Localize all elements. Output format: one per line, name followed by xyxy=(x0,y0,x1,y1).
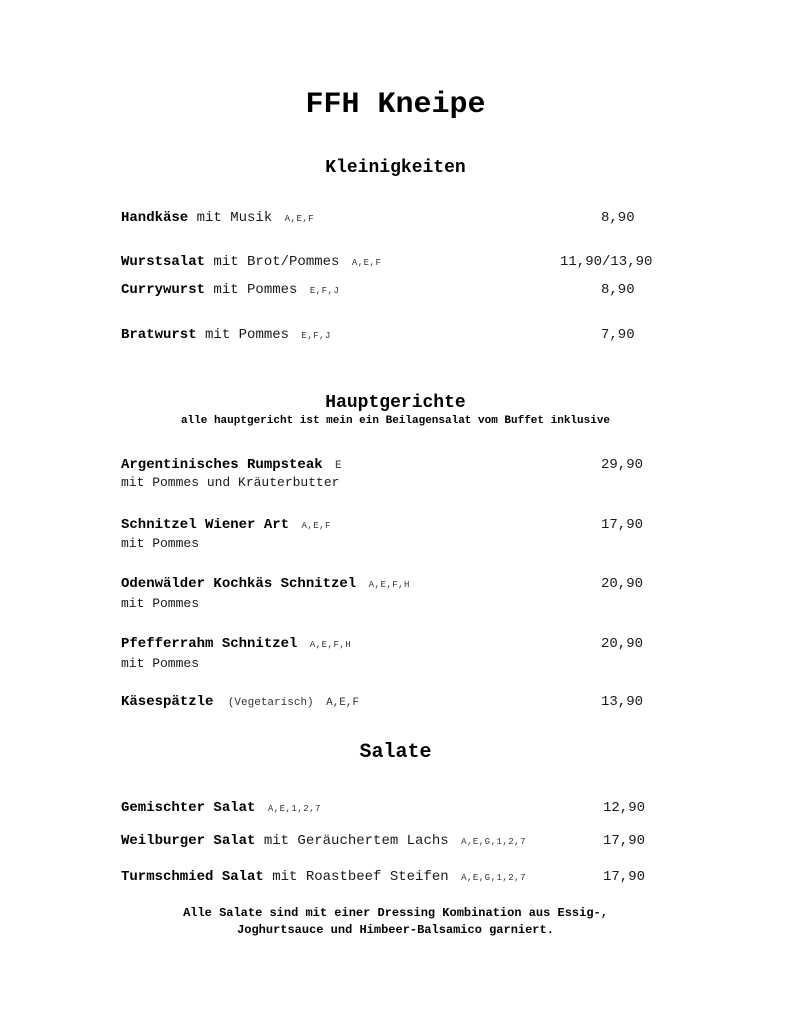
item-price: 17,90 xyxy=(601,517,644,533)
item-allergens: A,E,F xyxy=(351,258,382,268)
menu-item xyxy=(121,576,410,592)
item-allergens: A,E,G,1,2,7 xyxy=(461,873,526,883)
item-name: Käsespätzle xyxy=(121,694,214,710)
item-subtext: mit Pommes xyxy=(121,596,200,611)
item-allergens: E xyxy=(335,460,342,472)
item-subtext: mit Pommes xyxy=(121,536,200,551)
item-name: Turmschmied Salat xyxy=(121,869,264,885)
menu-item xyxy=(121,282,339,298)
item-allergens: A,E,F xyxy=(326,697,360,709)
item-allergens: A,E,F,H xyxy=(309,640,352,650)
item-allergens: A,E,F xyxy=(284,214,315,224)
menu-item xyxy=(121,210,314,226)
item-name: Schnitzel Wiener Art xyxy=(121,517,290,533)
menu-title: FFH Kneipe xyxy=(305,88,486,122)
menu-item xyxy=(121,833,526,849)
item-price: 17,90 xyxy=(603,833,646,849)
item-description: mit Roastbeef Steifen xyxy=(272,869,449,885)
item-allergens: A,E,1,2,7 xyxy=(267,804,321,814)
item-name: Pfefferrahm Schnitzel xyxy=(121,636,298,652)
item-description: mit Pommes xyxy=(213,282,298,298)
item-price: 12,90 xyxy=(603,800,646,816)
salate-footer-line-2: Joghurtsauce und Himbeer-Balsamico garniert. xyxy=(237,923,554,937)
item-allergens: E,F,J xyxy=(309,286,340,296)
item-price: 29,90 xyxy=(601,457,644,473)
item-description: mit Brot/Pommes xyxy=(213,254,340,270)
item-price: 20,90 xyxy=(601,576,644,592)
menu-item xyxy=(121,327,331,343)
menu-item xyxy=(121,636,351,652)
menu-item xyxy=(121,457,342,473)
salate-footer-line-1: Alle Salate sind mit einer Dressing Kombination aus Essig-, xyxy=(183,906,608,920)
item-name: Gemischter Salat xyxy=(121,800,256,816)
item-price: 7,90 xyxy=(601,327,635,343)
item-name: Bratwurst xyxy=(121,327,197,343)
item-subtext: mit Pommes und Kräuterbutter xyxy=(121,475,340,490)
item-allergens: A,E,G,1,2,7 xyxy=(461,837,526,847)
item-name: Handkäse xyxy=(121,210,189,226)
item-name: Odenwälder Kochkäs Schnitzel xyxy=(121,576,357,592)
menu-item xyxy=(121,694,359,710)
item-price: 13,90 xyxy=(601,694,644,710)
section-note: alle hauptgericht ist mein ein Beilagensalat vom Buffet inklusive xyxy=(180,415,611,427)
item-name: Wurstsalat xyxy=(121,254,206,270)
item-price: 11,90/13,90 xyxy=(560,254,653,270)
item-description: mit Musik xyxy=(196,210,273,226)
menu-item xyxy=(121,869,526,885)
item-price: 8,90 xyxy=(601,210,635,226)
item-allergens: A,E,F xyxy=(301,521,331,531)
item-allergens: A,E,F,H xyxy=(368,580,410,590)
item-description: mit Geräuchertem Lachs xyxy=(263,833,449,849)
menu-item xyxy=(121,517,331,533)
item-price: 20,90 xyxy=(601,636,644,652)
item-allergens: E,F,J xyxy=(301,331,331,341)
menu-item xyxy=(121,254,381,270)
item-vegetarian-label: (Vegetarisch) xyxy=(227,697,314,709)
item-name: Weilburger Salat xyxy=(121,833,256,849)
item-price: 8,90 xyxy=(601,282,635,298)
section-heading-kleinigkeiten: Kleinigkeiten xyxy=(325,158,466,178)
section-heading-salate: Salate xyxy=(359,741,432,764)
item-name: Argentinisches Rumpsteak xyxy=(121,457,323,473)
item-description: mit Pommes xyxy=(205,327,290,343)
item-price: 17,90 xyxy=(603,869,646,885)
menu-item xyxy=(121,800,321,816)
item-subtext: mit Pommes xyxy=(121,656,200,671)
item-name: Currywurst xyxy=(121,282,206,298)
section-heading-hauptgerichte: Hauptgerichte xyxy=(325,393,466,413)
